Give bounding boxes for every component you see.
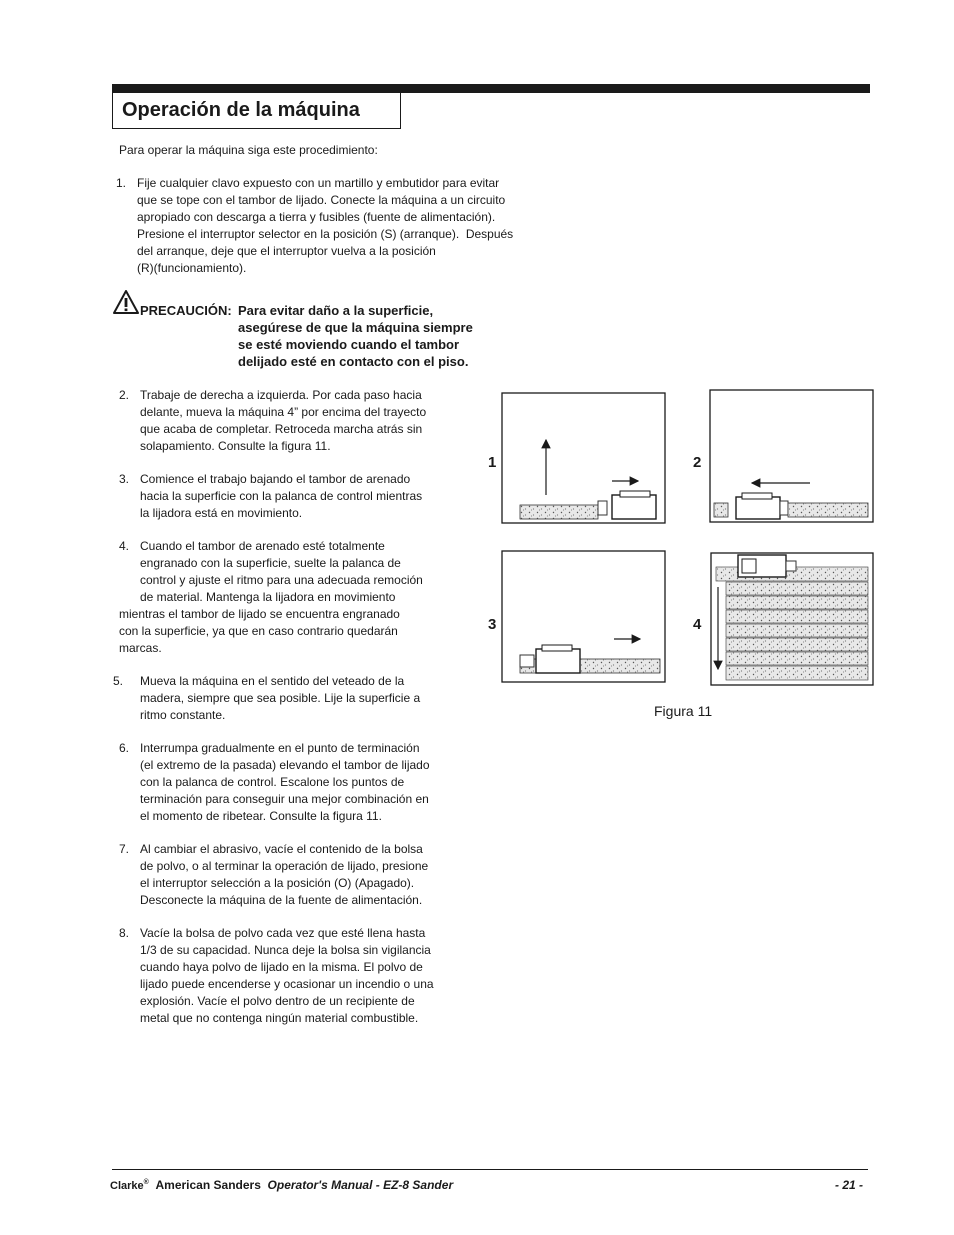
figure-caption: Figura 11 bbox=[654, 703, 713, 719]
footer-rule bbox=[112, 1169, 868, 1170]
footer bbox=[110, 1178, 453, 1192]
step-number: 6. bbox=[119, 741, 130, 755]
caution-text: Para evitar daño a la superficie, asegúrese de que la máquina siempre se esté moviendo cuando el tambor delijado esté en contacto con el piso. bbox=[238, 303, 473, 369]
page-number: - 21 - bbox=[834, 1178, 863, 1192]
step-text: Interrumpa gradualmente en el punto de terminación (el extremo de la pasada) elevando el tambor de lijado con la palanca de control. Escalone los puntos de terminación para conseguir una mejor combinación en el momento de ribetear. Consulte la figura 11. bbox=[140, 741, 430, 823]
panel-3-diagram bbox=[502, 551, 665, 682]
panel-1-diagram bbox=[502, 393, 665, 523]
step-text: Cuando el tambor de arenado esté totalmente engranado con la superficie, suelte la palanca de control y ajuste el ritmo para una adecuada remoción de material. Mantenga la lijadora en movimiento bbox=[140, 539, 423, 604]
panel-label-1: 1 bbox=[488, 454, 497, 471]
sanding-pattern-illustration bbox=[480, 385, 880, 695]
step-number: 4. bbox=[119, 539, 130, 553]
panel-4-diagram bbox=[711, 553, 873, 685]
figure-11 bbox=[480, 385, 880, 725]
step-number: 1. bbox=[116, 176, 127, 190]
panel-label-4: 4 bbox=[693, 616, 702, 633]
step-number: 8. bbox=[119, 926, 130, 940]
step-text-continued: mientras el tambor de lijado se encuentra engranado con la superficie, ya que en caso contrario quedarán marcas. bbox=[119, 607, 400, 655]
step-text: Trabaje de derecha a izquierda. Por cada paso hacia delante, mueva la máquina 4” por encima del trayecto que acaba de completar. Retroceda marcha atrás sin solapamiento. Consulte la figura 11. bbox=[140, 388, 427, 453]
step-text: Mueva la máquina en el sentido del veteado de la madera, siempre que sea posible. Lije la superficie a ritmo constante. bbox=[140, 674, 421, 722]
step-number: 5. bbox=[113, 674, 124, 688]
panel-label-3: 3 bbox=[488, 616, 497, 633]
caution-label: PRECAUCIÓN: bbox=[140, 303, 232, 318]
panel-label-2: 2 bbox=[693, 454, 702, 471]
step-number: 2. bbox=[119, 388, 130, 402]
section-title: Operación de la máquina bbox=[122, 99, 360, 121]
intro-text: Para operar la máquina siga este procedimiento: bbox=[119, 143, 378, 157]
footer-manual-title: Operator's Manual - EZ-8 Sander bbox=[267, 1178, 454, 1192]
registered-mark: ® bbox=[143, 1179, 149, 1186]
step-number: 3. bbox=[119, 472, 130, 486]
panel-2-diagram bbox=[710, 390, 873, 522]
header-rule bbox=[112, 84, 870, 93]
step-text: Vacíe la bolsa de polvo cada vez que esté llena hasta 1/3 de su capacidad. Nunca deje la bolsa sin vigilancia cuando haya polvo de lijado en la misma. El polvo de lijado puede encenderse y ocasionar un incendio o una explosión. Vacíe el polvo dentro de un recipiente de metal que no contenga ningún material combustible. bbox=[140, 926, 434, 1025]
step-number: 7. bbox=[119, 842, 130, 856]
step-text: Comience el trabajo bajando el tambor de arenado hacia la superficie con la palanca de control mientras la lijadora está en movimiento. bbox=[140, 472, 423, 520]
step-text: Fije cualquier clavo expuesto con un martillo y embutidor para evitar que se tope con el tambor de lijado. Conecte la máquina a un circuito apropiado con descarga a tierra y fusibles (fuente de alimentación). Presione el interruptor selector en la posición (S) (arranque). Después del arranque, deje que el interruptor vuelva a la posición (R)(funcionamiento). bbox=[137, 176, 514, 275]
step-text: Al cambiar el abrasivo, vacíe el contenido de la bolsa de polvo, o al terminar la operación de lijado, presione el interruptor selección a la posición (O) (Apagado). Desconecte la máquina de la fuente de alimentación. bbox=[140, 842, 429, 907]
warning-icon bbox=[112, 289, 140, 315]
footer-brand: Clarke bbox=[110, 1180, 144, 1192]
footer-company: American Sanders bbox=[155, 1178, 261, 1192]
section-title-box bbox=[112, 93, 401, 129]
